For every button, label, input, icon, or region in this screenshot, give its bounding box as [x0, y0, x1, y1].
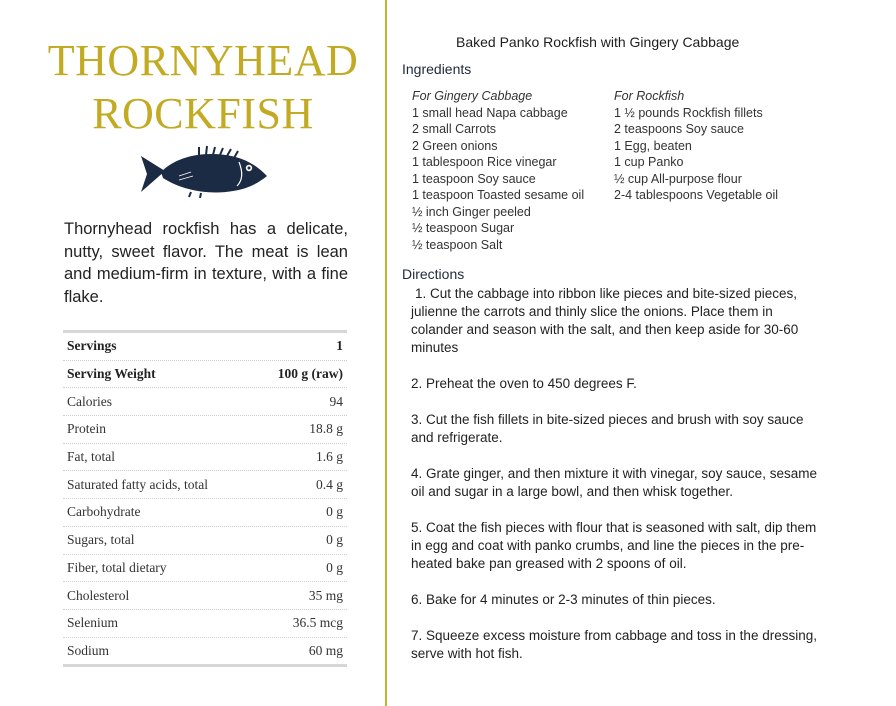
direction-step: 7. Squeeze excess moisture from cabbage and toss in the dressing, serve with hot fish. — [411, 628, 817, 661]
directions-list — [411, 285, 823, 681]
nutrition-value: 35 mg — [308, 587, 343, 603]
nutrition-row — [63, 444, 347, 472]
fish-title-line1: THORNYHEAD — [47, 36, 359, 85]
column-divider — [385, 0, 387, 706]
ingredient-item: 2 teaspoons Soy sauce — [614, 122, 744, 136]
nutrition-label: Sodium — [67, 642, 110, 658]
nutrition-row — [63, 416, 347, 444]
nutrition-label: Saturated fatty acids, total — [67, 476, 208, 492]
directions-heading: Directions — [402, 266, 465, 282]
nutrition-value: 0.4 g — [316, 476, 343, 492]
nutrition-row — [63, 610, 347, 638]
rockfish-ingredients — [614, 88, 778, 204]
nutrition-value: 1 — [336, 338, 343, 354]
cabbage-ingredients — [412, 88, 584, 253]
nutrition-row — [63, 333, 347, 361]
ingredient-item: 1 tablespoon Rice vinegar — [412, 155, 557, 169]
direction-step: 5. Coat the fish pieces with flour that is seasoned with salt, dip them in egg and coat with panko crumbs, and line the pieces in the pre-heated bake pan greased with 2 spoons of oil. — [411, 520, 817, 571]
ingredient-item: 1 Egg, beaten — [614, 138, 692, 153]
ingredient-item: 2 small Carrots — [412, 122, 497, 136]
ingredient-item: 1 teaspoon Toasted sesame oil — [412, 188, 585, 202]
nutrition-row — [63, 527, 347, 555]
nutrition-label: Fat, total — [67, 449, 115, 465]
ingredient-item: 2 Green onions — [412, 138, 498, 153]
nutrition-label: Calories — [67, 393, 112, 409]
fish-info-panel — [0, 0, 386, 706]
nutrition-row — [63, 555, 347, 583]
nutrition-label: Selenium — [67, 615, 118, 631]
ingredient-item: ½ inch Ginger peeled — [412, 204, 531, 219]
recipe-panel — [402, 0, 882, 706]
nutrition-row — [63, 361, 347, 389]
nutrition-value: 60 mg — [308, 642, 343, 658]
nutrition-label: Servings — [67, 338, 117, 354]
nutrition-row — [63, 499, 347, 527]
nutrition-value: 0 g — [326, 532, 343, 548]
direction-step: 3. Cut the fish fillets in bite-sized pieces and brush with soy sauce and refrigerate. — [411, 412, 804, 445]
nutrition-label: Sugars, total — [67, 532, 135, 548]
nutrition-value: 94 — [329, 393, 343, 409]
nutrition-value: 18.8 g — [309, 421, 343, 437]
nutrition-value: 36.5 mcg — [292, 615, 343, 631]
ingredient-item: 1 small head Napa cabbage — [412, 105, 568, 120]
nutrition-label: Fiber, total dietary — [67, 559, 167, 575]
nutrition-value: 0 g — [326, 504, 343, 520]
nutrition-row — [63, 638, 347, 665]
nutrition-row — [63, 471, 347, 499]
direction-step: 2. Preheat the oven to 450 degrees F. — [411, 376, 637, 391]
fish-title-line2: ROCKFISH — [92, 89, 314, 138]
nutrition-label: Protein — [67, 421, 106, 437]
rockfish-icon — [139, 146, 273, 198]
cabbage-ingredients-heading: For Gingery Cabbage — [412, 89, 533, 103]
direction-step: 4. Grate ginger, and then mixture it with vinegar, soy sauce, sesame oil and sugar in a large bowl, and then whisk together. — [411, 466, 817, 499]
rockfish-ingredients-heading: For Rockfish — [614, 89, 685, 103]
ingredient-item: 2-4 tablespoons Vegetable oil — [614, 188, 779, 202]
ingredient-item: 1 teaspoon Soy sauce — [412, 171, 536, 186]
nutrition-label: Carbohydrate — [67, 504, 141, 520]
ingredient-item: 1 ½ pounds Rockfish fillets — [614, 105, 763, 120]
nutrition-value: 1.6 g — [316, 449, 343, 465]
direction-step: 1. Cut the cabbage into ribbon like pieces and bite-sized pieces, julienne the carrots and thinly slice the onions. Place them in colander and season with the salt, and then keep aside for 30-60 minutes — [411, 286, 799, 355]
fish-description: Thornyhead rockfish has a delicate, nutty, sweet flavor. The meat is lean and medium-firm in texture, with a fine flake. — [64, 220, 348, 306]
nutrition-label: Serving Weight — [67, 366, 156, 382]
ingredients-heading: Ingredients — [402, 61, 472, 77]
nutrition-table — [63, 330, 347, 667]
ingredient-item: ½ teaspoon Salt — [412, 237, 503, 252]
nutrition-row — [63, 388, 347, 416]
nutrition-row — [63, 582, 347, 610]
recipe-title: Baked Panko Rockfish with Gingery Cabbage — [456, 34, 740, 50]
nutrition-label: Cholesterol — [67, 587, 130, 603]
ingredient-item: ½ cup All-purpose flour — [614, 171, 742, 186]
nutrition-value: 100 g (raw) — [277, 366, 343, 382]
ingredient-item: 1 cup Panko — [614, 155, 684, 169]
nutrition-value: 0 g — [326, 559, 343, 575]
ingredient-item: ½ teaspoon Sugar — [412, 221, 515, 235]
direction-step: 6. Bake for 4 minutes or 2-3 minutes of thin pieces. — [411, 592, 716, 607]
